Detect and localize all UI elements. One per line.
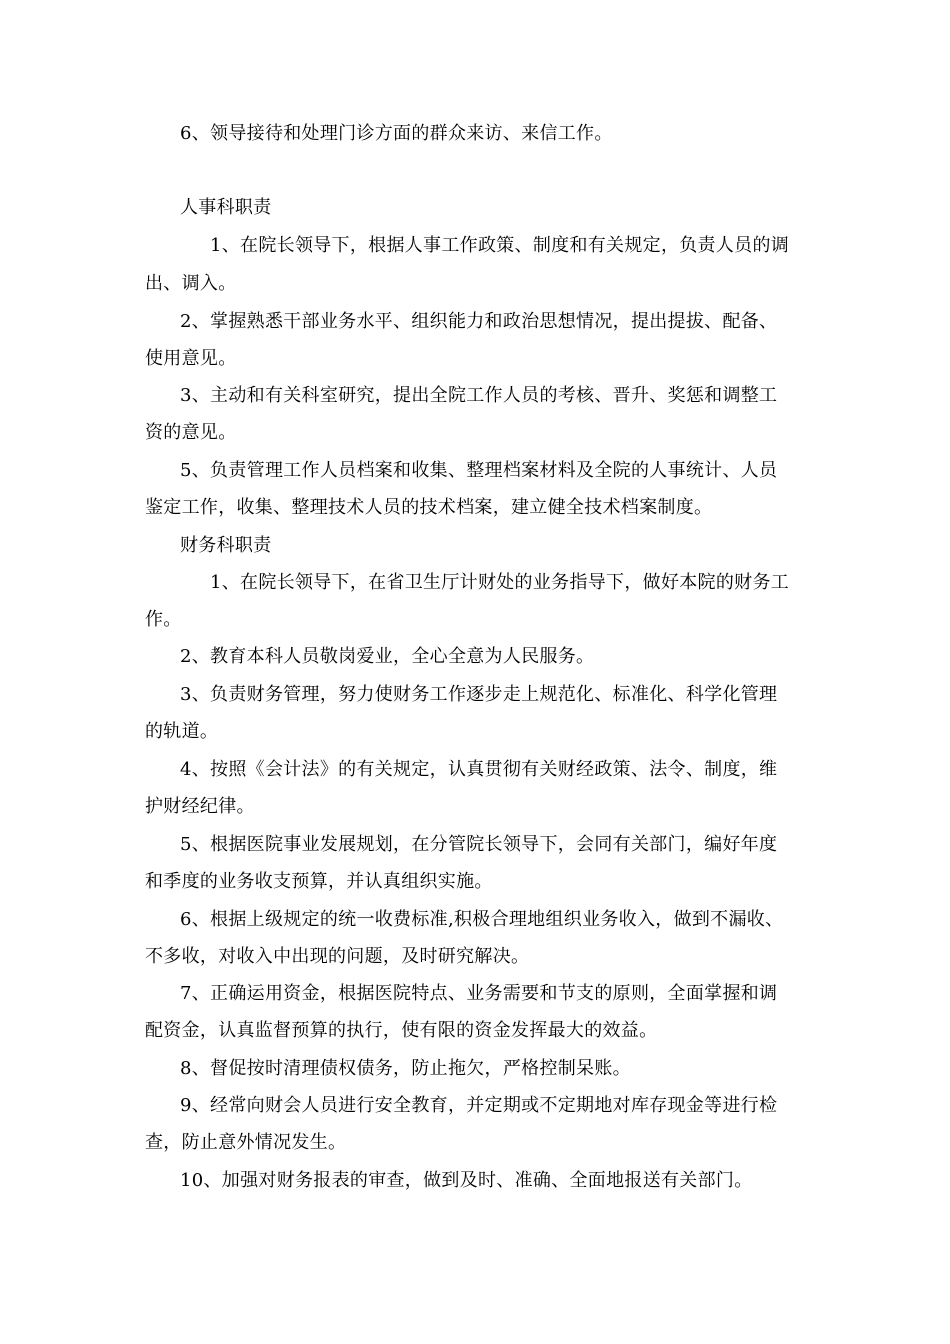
paragraph-line: 护财经纪律。 [145,796,255,817]
paragraph-line: 6、根据上级规定的统一收费标准,积极合理地组织业务收入，做到不漏收、 [180,909,784,930]
paragraph-line: 4、按照《会计法》的有关规定，认真贯彻有关财经政策、法令、制度，维 [180,759,778,780]
paragraph-line: 不多收，对收入中出现的问题，及时研究解决。 [145,946,530,967]
paragraph-line: 1、在院长领导下，在省卫生厅计财处的业务指导下，做好本院的财务工 [210,572,790,593]
paragraph-line: 5、负责管理工作人员档案和收集、整理档案材料及全院的人事统计、人员 [180,460,778,481]
paragraph-line: 3、主动和有关科室研究，提出全院工作人员的考核、晋升、奖惩和调整工 [180,385,778,406]
section-heading-finance: 财务科职责 [180,535,272,556]
paragraph-line: 9、经常向财会人员进行安全教育，并定期或不定期地对库存现金等进行检 [180,1095,778,1116]
paragraph-line: 3、负责财务管理，努力使财务工作逐步走上规范化、标准化、科学化管理 [180,684,778,705]
paragraph-line: 2、教育本科人员敬岗爱业，全心全意为人民服务。 [180,646,595,667]
paragraph-line: 6、领导接待和处理门诊方面的群众来访、来信工作。 [180,123,613,144]
paragraph-line: 使用意见。 [145,348,237,369]
paragraph-line: 1、在院长领导下，根据人事工作政策、制度和有关规定，负责人员的调 [210,235,790,256]
paragraph-line: 资的意见。 [145,422,237,443]
paragraph-line: 的轨道。 [145,721,219,742]
paragraph-line: 鉴定工作，收集、整理技术人员的技术档案，建立健全技术档案制度。 [145,497,713,518]
paragraph-line: 出、调入。 [145,273,237,294]
paragraph-line: 7、正确运用资金，根据医院特点、业务需要和节支的原则，全面掌握和调 [180,983,778,1004]
section-heading-personnel: 人事科职责 [180,197,272,218]
paragraph-line: 和季度的业务收支预算，并认真组织实施。 [145,871,493,892]
paragraph-line: 10、加强对财务报表的审查，做到及时、准确、全面地报送有关部门。 [180,1170,753,1191]
paragraph-line: 8、督促按时清理债权债务，防止拖欠，严格控制呆账。 [180,1058,631,1079]
paragraph-line: 2、掌握熟悉干部业务水平、组织能力和政治思想情况，提出提拔、配备、 [180,311,778,332]
paragraph-line: 配资金，认真监督预算的执行，使有限的资金发挥最大的效益。 [145,1020,658,1041]
paragraph-line: 查，防止意外情况发生。 [145,1132,347,1153]
paragraph-line: 5、根据医院事业发展规划，在分管院长领导下，会同有关部门，编好年度 [180,834,778,855]
paragraph-line: 作。 [145,609,182,630]
